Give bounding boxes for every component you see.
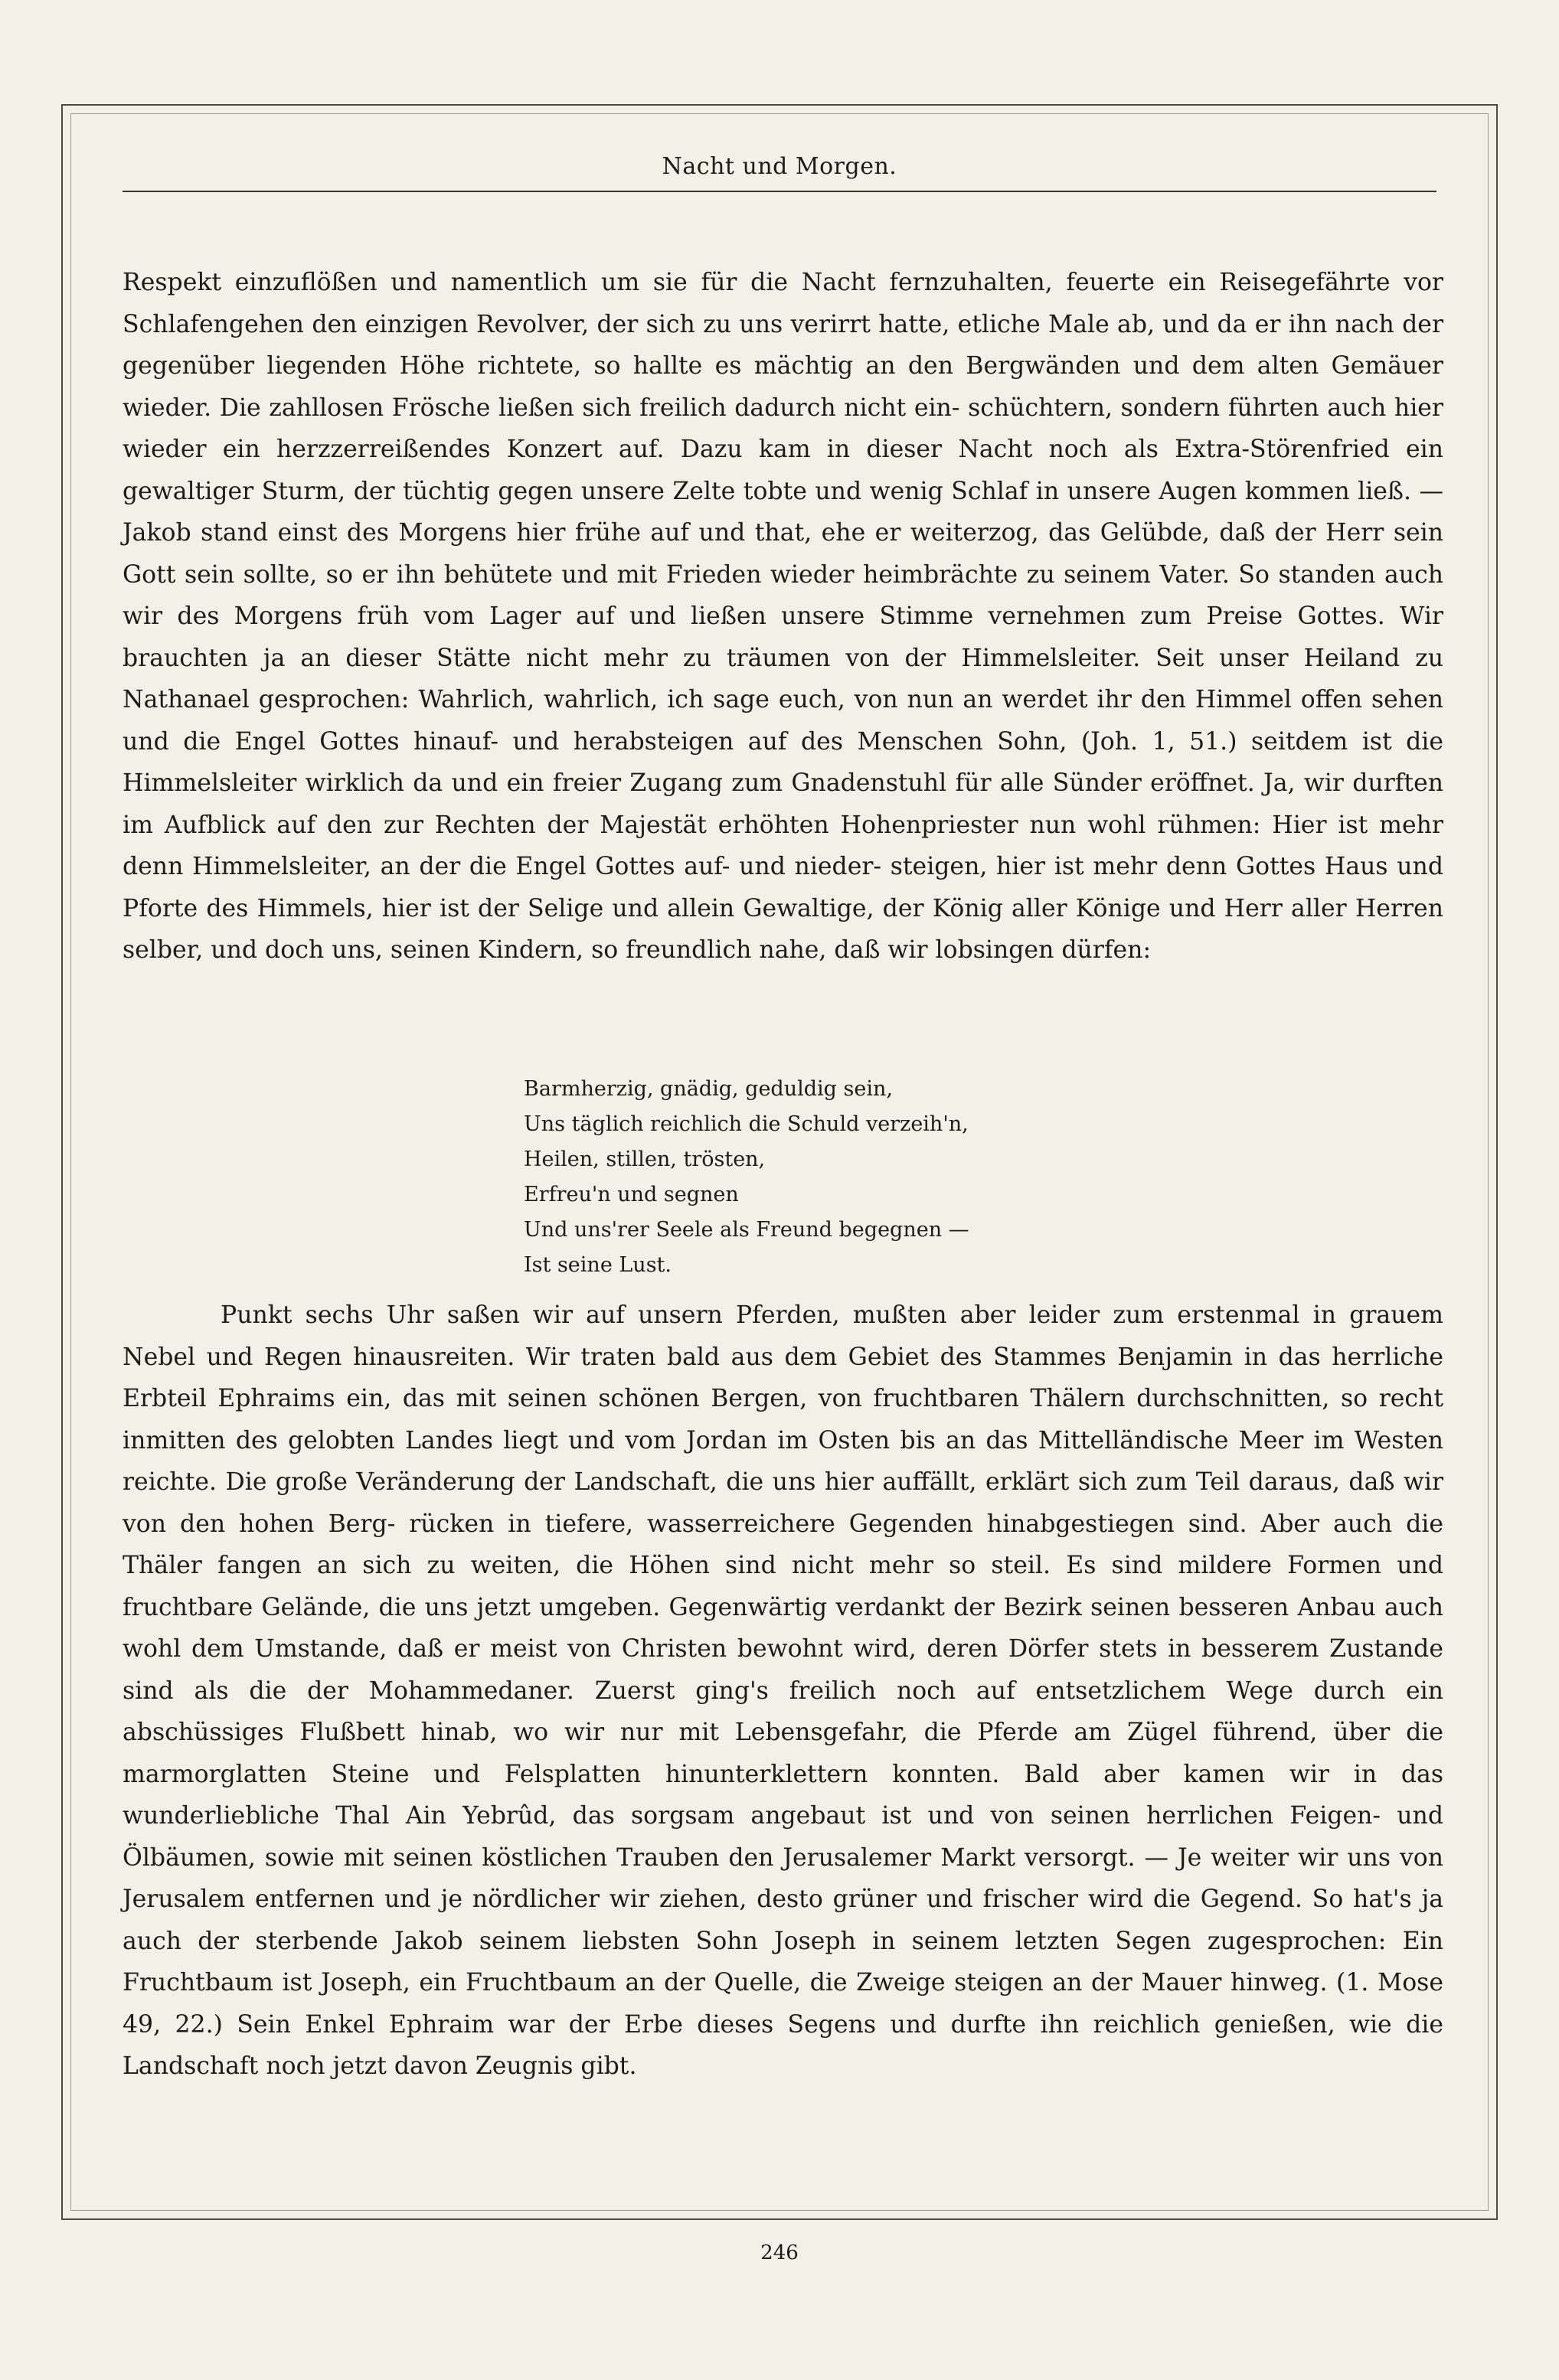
- verse-line: Und uns'rer Seele als Freund begegnen —: [524, 1218, 969, 1242]
- verse-line: Uns täglich reichlich die Schuld verzeih'n,: [524, 1112, 969, 1136]
- verse-line: Ist seine Lust.: [524, 1253, 672, 1277]
- paragraph-text: Punkt sechs Uhr saßen wir auf unsern Pferden, mußten aber leider zum erstenmal in grauem Nebel und Regen hinausreiten. Wir traten bald aus dem Gebiet des Stammes Benjamin in das herrliche Erbteil Ephraims ein, das mit seinen schönen Bergen, von fruchtbaren Thälern durchschnitten, so recht inmitten des gelobten Landes liegt und vom Jordan im Osten bis an das Mittelländische Meer im Westen reichte. Die große Veränderung der Landschaft, die uns hier auffällt, erklärt sich zum Teil daraus, daß wir von den hohen Berg- rücken in tiefere, wasserreichere Gegenden hinabgestiegen sind. Aber auch die Thäler fangen an sich zu weiten, die Höhen sind nicht mehr so steil. Es sind mildere Formen und fruchtbare Gelände, die uns jetzt umgeben. Gegenwärtig verdankt der Bezirk seinen besseren Anbau auch wohl dem Umstande, daß er meist von Christen bewohnt wird, deren Dörfer stets in besserem Zustande sind als die der Mohammedaner. Zuerst ging's freilich noch auf entsetzlichem Wege durch ein abschüssiges Flußbett hinab, wo wir nur mit Lebensgefahr, die Pferde am Zügel führend, über die marmorglatten Steine und Felsplatten hinunterklettern konnten. Bald aber kamen wir in das wunderliebliche Thal Ain Yebrûd, das sorgsam angebaut ist und von seinen herrlichen Feigen- und Ölbäumen, sowie mit seinen köstlichen Trauben den Jerusalemer Markt versorgt. — Je weiter wir uns von Jerusalem entfernen und je nördlicher wir ziehen, desto grüner und frischer wird die Gegend. So hat's ja auch der sterbende Jakob seinem liebsten Sohn Joseph in seinem letzten Segen zugesprochen: Ein Fruchtbaum ist Joseph, ein Fruchtbaum an der Quelle, die Zweige steigen an der Mauer hinweg. (1. Mose 49, 22.) Sein Enkel Ephraim war der Erbe dieses Segens und durfte ihn reichlich genießen, wie die Landschaft noch jetzt davon Zeugnis gibt.: [123, 1301, 1443, 2080]
- page-number: 246: [760, 2241, 799, 2264]
- paragraph-text: Respekt einzuflößen und namentlich um sie für die Nacht fernzuhalten, feuerte ein Reisegefährte vor Schlafengehen den einzigen Revolver, der sich zu uns verirrt hatte, etliche Male ab, und da er ihn nach der gegenüber liegenden Höhe richtete, so hallte es mächtig an den Bergwänden und dem alten Gemäuer wieder. Die zahllosen Frösche ließen sich freilich dadurch nicht ein- schüchtern, sondern führten auch hier wieder ein herzzerreißendes Konzert auf. Dazu kam in dieser Nacht noch als Extra-Störenfried ein gewaltiger Sturm, der tüchtig gegen unsere Zelte tobte und wenig Schlaf in unsere Augen kommen ließ. — Jakob stand einst des Morgens hier frühe auf und that, ehe er weiterzog, das Gelübde, daß der Herr sein Gott sein sollte, so er ihn behütete und mit Frieden wieder heimbrächte zu seinem Vater. So standen auch wir des Morgens früh vom Lager auf und ließen unsere Stimme vernehmen zum Preise Gottes. Wir brauchten ja an dieser Stätte nicht mehr zu träumen von der Himmelsleiter. Seit unser Heiland zu Nathanael gesprochen: Wahrlich, wahrlich, ich sage euch, von nun an werdet ihr den Himmel offen sehen und die Engel Gottes hinauf- und herabsteigen auf des Menschen Sohn, (Joh. 1, 51.) seitdem ist die Himmelsleiter wirklich da und ein freier Zugang zum Gnadenstuhl für alle Sünder eröffnet. Ja, wir durften im Aufblick auf den zur Rechten der Majestät erhöhten Hohenpriester nun wohl rühmen: Hier ist mehr denn Himmelsleiter, an der die Engel Gottes auf- und nieder- steigen, hier ist mehr denn Gottes Haus und Pforte des Himmels, hier ist der Selige und allein Gewaltige, der König aller Könige und Herr aller Herren selber, und doch uns, seinen Kindern, so freundlich nahe, daß wir lobsingen dürfen:: [123, 269, 1443, 964]
- verse-block: [524, 1072, 969, 1283]
- verse-line: Erfreu'n und segnen: [524, 1183, 739, 1206]
- verse-line: Barmherzig, gnädig, geduldig sein,: [524, 1077, 893, 1101]
- body-paragraph-1: [123, 262, 1443, 971]
- body-paragraph-2: [123, 1294, 1443, 2088]
- running-head: Nacht und Morgen.: [662, 153, 897, 180]
- verse-line: Heilen, stillen, trösten,: [524, 1148, 766, 1171]
- header-rule: [123, 191, 1436, 192]
